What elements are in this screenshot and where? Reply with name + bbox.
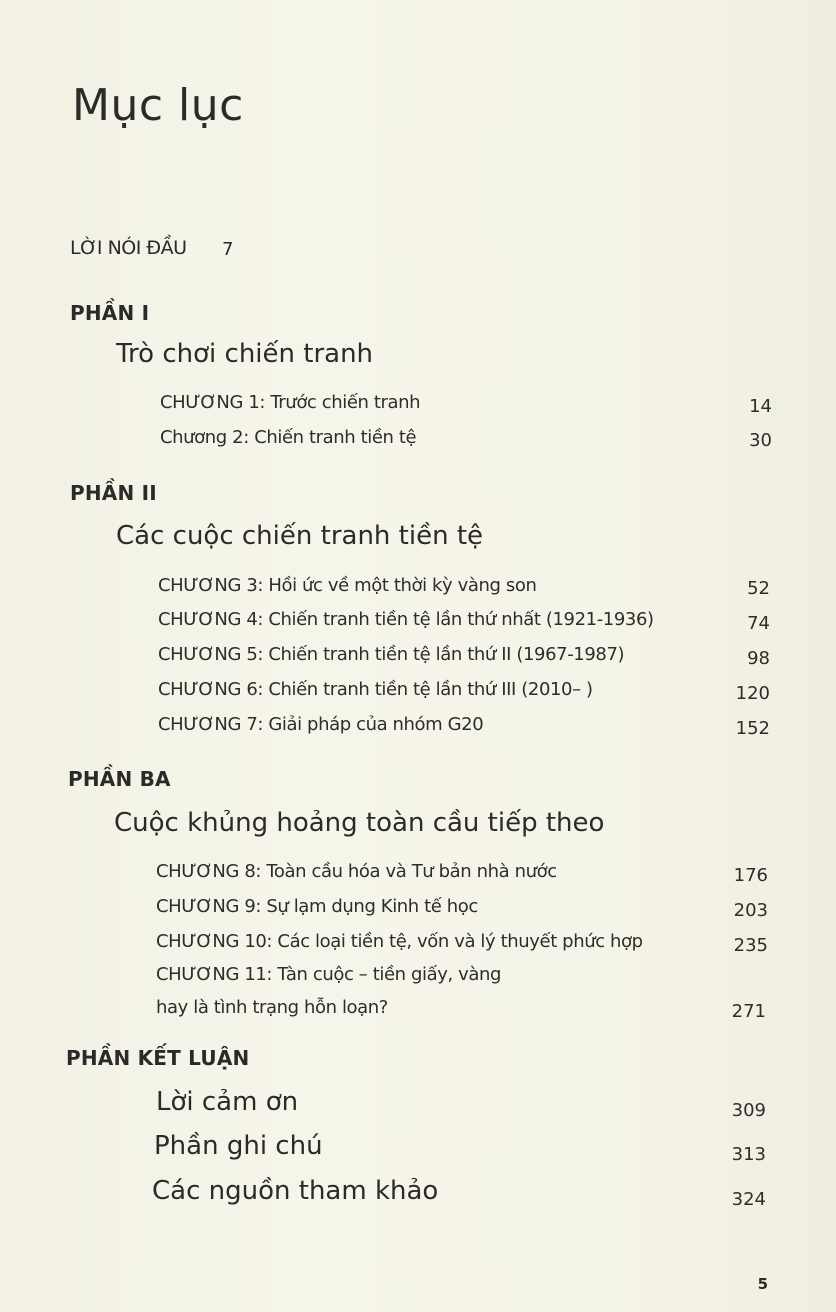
chapter-8-label: CHƯƠNG 8: Toàn cầu hóa và Tư bản nhà nước	[156, 861, 557, 882]
conclusion-entry-3-page: 324	[731, 1189, 766, 1210]
conclusion-entry-2-label: Phần ghi chú	[154, 1131, 323, 1161]
chapter-2-label: Chương 2: Chiến tranh tiền tệ	[160, 427, 417, 448]
conclusion-entry-1-label: Lời cảm ơn	[156, 1087, 299, 1117]
page-number: 5	[757, 1275, 768, 1293]
chapter-11-page: 271	[731, 1001, 766, 1022]
page-title: Mục lục	[72, 80, 244, 131]
part-heading-2: PHẦN II	[70, 481, 157, 505]
chapter-5-label: CHƯƠNG 5: Chiến tranh tiền tệ lần thứ II (1967-1987)	[158, 644, 625, 665]
part-heading-1: PHẦN I	[70, 301, 150, 325]
toc-intro-label: LỜI NÓI ĐẦU	[70, 237, 187, 259]
toc-intro-page: 7	[222, 239, 234, 260]
conclusion-entry-1-page: 309	[731, 1100, 766, 1121]
chapter-10-page: 235	[733, 935, 768, 956]
chapter-6-label: CHƯƠNG 6: Chiến tranh tiền tệ lần thứ III (2010– )	[158, 679, 593, 700]
chapter-7-label: CHƯƠNG 7: Giải pháp của nhóm G20	[158, 714, 484, 735]
chapter-10-label: CHƯƠNG 10: Các loại tiền tệ, vốn và lý thuyết phức hợp	[156, 931, 643, 952]
chapter-8-page: 176	[733, 865, 768, 886]
section-title-2: Các cuộc chiến tranh tiền tệ	[116, 521, 484, 551]
section-title-1: Trò chơi chiến tranh	[116, 339, 374, 369]
chapter-4-label: CHƯƠNG 4: Chiến tranh tiền tệ lần thứ nhất (1921-1936)	[158, 609, 654, 630]
chapter-3-page: 52	[747, 578, 770, 599]
chapter-11-label-line2: hay là tình trạng hỗn loạn?	[156, 997, 388, 1018]
part-heading-3: PHẦN BA	[68, 767, 171, 791]
conclusion-entry-2-page: 313	[731, 1144, 766, 1165]
chapter-9-page: 203	[733, 900, 768, 921]
section-title-3: Cuộc khủng hoảng toàn cầu tiếp theo	[114, 808, 605, 838]
chapter-1-page: 14	[749, 396, 772, 417]
chapter-11-label: CHƯƠNG 11: Tàn cuộc – tiền giấy, vàng	[156, 964, 502, 985]
chapter-3-label: CHƯƠNG 3: Hồi ức về một thời kỳ vàng son	[158, 575, 537, 596]
part-heading-4: PHẦN KẾT LUẬN	[66, 1046, 250, 1070]
chapter-5-page: 98	[747, 648, 770, 669]
chapter-9-label: CHƯƠNG 9: Sự lạm dụng Kinh tế học	[156, 896, 478, 917]
chapter-6-page: 120	[735, 683, 770, 704]
chapter-2-page: 30	[749, 430, 772, 451]
chapter-1-label: CHƯƠNG 1: Trước chiến tranh	[160, 392, 421, 413]
chapter-4-page: 74	[747, 613, 770, 634]
conclusion-entry-3-label: Các nguồn tham khảo	[152, 1176, 439, 1206]
chapter-7-page: 152	[735, 718, 770, 739]
